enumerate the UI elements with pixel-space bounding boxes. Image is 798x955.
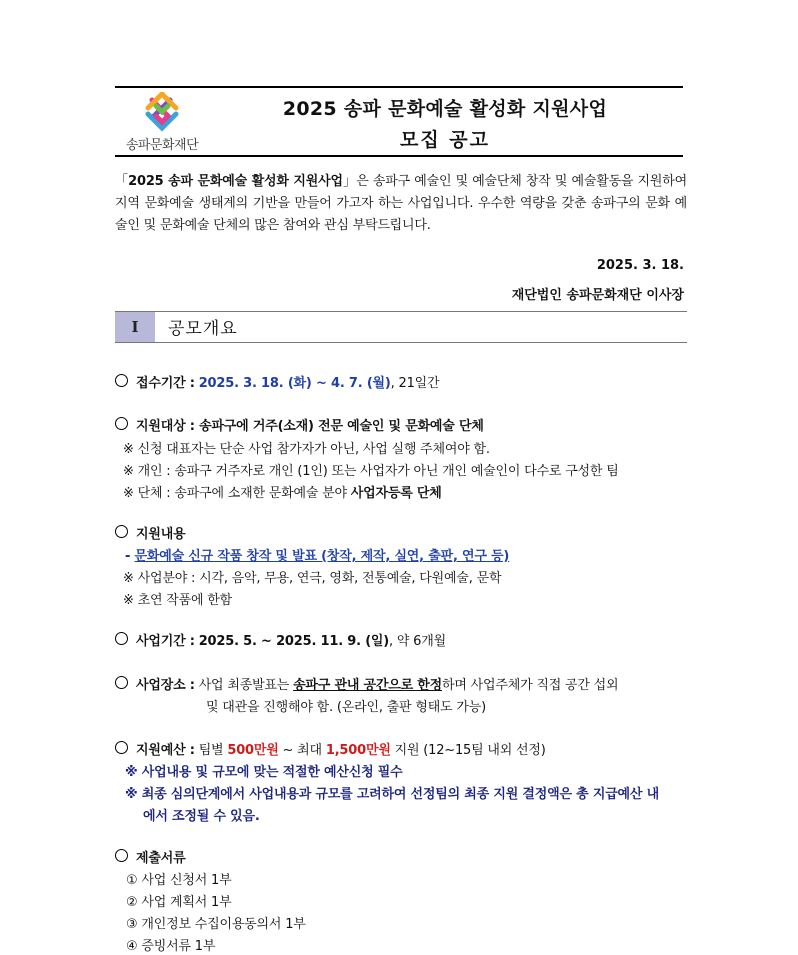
- project-venue: [136, 674, 618, 693]
- document-item: ④ 증빙서류 1부: [126, 939, 216, 954]
- announcement-date: 2025. 3. 18.: [596, 258, 684, 273]
- knot-logo-icon: [118, 92, 206, 136]
- venue-line-2: 및 대관을 진행해야 함. (온라인, 출판 형태도 가능): [206, 700, 486, 715]
- venue-label: 사업장소 :: [136, 678, 195, 693]
- bullet-circle-icon: [115, 632, 128, 645]
- support-content-label: 지원내용: [136, 527, 186, 542]
- document-item: ② 사업 계획서 1부: [126, 895, 232, 910]
- quote-close: 」: [342, 174, 357, 189]
- target-value: 송파구에 거주(소재) 전문 예술인 및 문화예술 단체: [199, 419, 484, 434]
- program-name: 2025 송파 문화예술 활성화 지원사업: [128, 174, 343, 189]
- budget-note-1: ※ 사업내용 및 규모에 맞는 적절한 예산신청 필수: [125, 765, 403, 780]
- project-period: [136, 630, 446, 649]
- header-rule-bottom: [115, 155, 683, 157]
- content-note-2: ※ 초연 작품에 한함: [123, 593, 232, 608]
- section-rule-bottom: [115, 342, 687, 343]
- section-number: Ⅰ: [115, 312, 155, 342]
- target-note-1: ※ 신청 대표자는 단순 사업 참가자가 아닌, 사업 실행 주체여야 함.: [123, 442, 490, 457]
- budget-max-amount: 1,500만원: [325, 743, 391, 758]
- bullet-circle-icon: [115, 374, 128, 387]
- bullet-circle-icon: [115, 676, 128, 689]
- budget-note-2a: ※ 최종 심의단계에서 사업내용과 규모를 고려하여 선정팀의 최종 지원 결정액은 총 지급예산 내: [125, 787, 659, 802]
- application-period: [136, 372, 439, 391]
- bullet-circle-icon: [115, 417, 128, 430]
- section-rule-top: [115, 311, 687, 312]
- biz-period-suffix: , 약 6개월: [389, 634, 446, 649]
- issuer-name: 재단법인 송파문화재단 이사장: [511, 288, 684, 303]
- support-budget: [136, 739, 546, 758]
- page-title: 2025 송파 문화예술 활성화 지원사업: [282, 98, 608, 120]
- documents-label: 제출서류: [136, 851, 186, 866]
- document-item: ① 사업 신청서 1부: [126, 873, 232, 888]
- venue-post: 하며 사업주체가 직접 공간 섭외: [442, 678, 619, 693]
- budget-note-2b: 에서 조정될 수 있음.: [143, 809, 260, 824]
- content-main-text: 문화예술 신규 작품 창작 및 발표 (창작, 제작, 실연, 출판, 연구 등): [134, 549, 510, 564]
- logo-org-name: 송파문화재단: [125, 138, 199, 153]
- quote-open: 「: [115, 174, 129, 189]
- target-note-2: ※ 개인 : 송파구 거주자로 개인 (1인) 또는 사업자가 아닌 개인 예술인이 다수로 구성한 팀: [123, 464, 619, 479]
- content-dash: -: [125, 549, 135, 564]
- target-note-3-text: ※ 단체 : 송파구에 소재한 문화예술 분야: [123, 486, 351, 501]
- target-label: 지원대상 :: [136, 419, 195, 434]
- budget-label: 지원예산 :: [136, 743, 195, 758]
- bullet-circle-icon: [115, 849, 128, 862]
- support-target: [136, 415, 484, 434]
- content-note-1: ※ 사업분야 : 시각, 음악, 무용, 연극, 영화, 전통예술, 다원예술, 문학: [123, 571, 502, 586]
- period-label: 접수기간 :: [136, 376, 195, 391]
- budget-pre: 팀별: [198, 743, 228, 758]
- budget-min-amount: 500만원: [227, 743, 279, 758]
- target-note-3-emph: 사업자등록 단체: [350, 486, 442, 501]
- document-item: ③ 개인정보 수집이용동의서 1부: [126, 917, 306, 932]
- venue-emph: 송파구 관내 공간으로 한정: [293, 678, 442, 693]
- biz-period-label: 사업기간 :: [136, 634, 195, 649]
- support-content-main: [125, 545, 509, 564]
- bullet-circle-icon: [115, 525, 128, 538]
- period-range: 2025. 3. 18. (화) ~ 4. 7. (월): [198, 376, 391, 391]
- page-subtitle: 모집 공고: [399, 129, 491, 151]
- intro-paragraph: [115, 171, 687, 237]
- intro-text: 은 송파구 예술인 및 예술단체 창작 및 예술활동을 지원하여 지역 문화예술 생태계의 기반을 만들어 가고자 하는 사업입니다. 우수한 역량을 갖춘 송파구의 문화 예술인 및 문화예술 단체의 많은 참여와 관심 부탁드립니다.: [115, 174, 687, 233]
- section-title: 공모개요: [168, 319, 238, 339]
- budget-post: 지원 (12~15팀 내외 선정): [390, 743, 546, 758]
- bullet-circle-icon: [115, 741, 128, 754]
- header-rule-top: [115, 86, 683, 88]
- biz-period-range: 2025. 5. ~ 2025. 11. 9. (일): [198, 634, 390, 649]
- period-suffix: , 21일간: [390, 376, 440, 391]
- target-note-3: [123, 482, 442, 501]
- budget-mid: ~ 최대: [278, 743, 326, 758]
- venue-pre: 사업 최종발표는: [198, 678, 294, 693]
